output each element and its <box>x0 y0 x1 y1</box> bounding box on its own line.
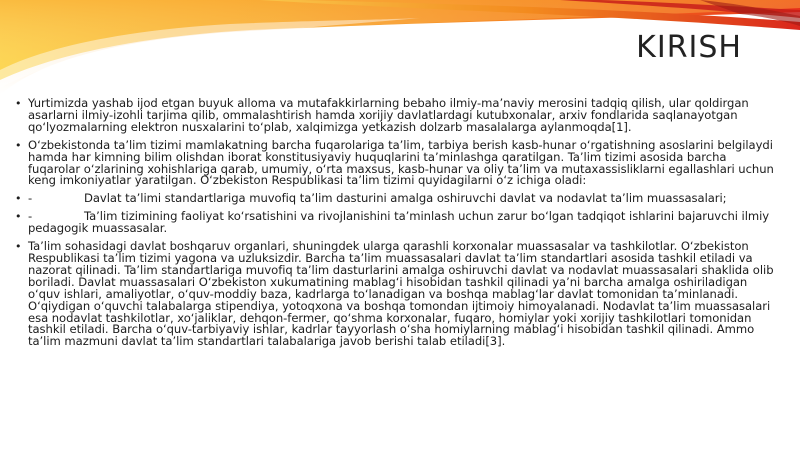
dash-marker: - <box>28 191 33 206</box>
bullet-icon: • <box>15 240 22 254</box>
bullet-text: Davlat ta’limi standartlariga muvofiq ta’lim dasturini amalga oshiruvchi davlat va nodavlat ta’lim muassasalari; <box>84 191 727 206</box>
dash-marker: - <box>28 209 33 224</box>
slide-title: KIRISH <box>636 30 742 65</box>
bullet-paragraph <box>14 98 774 134</box>
bullet-text: O‘zbekistonda ta’lim tizimi mamlakatning barcha fuqarolariga ta’lim, tarbiya berish kasb-hunar o‘rgatishning asoslarini belgilaydi hamda har kimning bilim olishdan iborat konstitusiyaviy huquqlarini ta’minlashga qaratilgan. Ta’lim tizimi asosida barcha fuqarolar o‘zlarining xohishlariga qarab, umumiy, o‘rta maxsus, kasb-hunar va oliy ta’lim va mutaxassisliklarni egallashlari uchun keng imkoniyatlar yaratilgan. O‘zbekiston Respublikasi ta’lim tizimi quyidagilarni o‘z ichiga oladi: <box>28 137 774 188</box>
bullet-text: Ta’lim tizimining faoliyat ko‘rsatishini va rivojlanishini ta’minlash uchun zarur bo‘lgan tadqiqot ishlarini bajaruvchi ilmiy pedagogik muassasalar. <box>28 209 770 236</box>
slide-body <box>14 98 774 354</box>
bullet-paragraph <box>14 241 774 348</box>
bullet-icon: • <box>15 192 22 206</box>
bullet-paragraph <box>14 137 774 188</box>
bullet-icon: • <box>15 210 22 224</box>
bullet-text: Yurtimizda yashab ijod etgan buyuk alloma va mutafakkirlarning bebaho ilmiy-ma’naviy merosini tadqiq qilish, ular qoldirgan asarlarni ilmiy-izohli tarjima qilib, ommalashtirish hamda xorijiy davlatlardagi kutubxonalar, arxiv fondlarida saqlanayotgan qo‘lyozmalarning elektron nusxalarini to‘plab, xalqimizga yetkazish dolzarb masalalarga aylanmoqda[1]. <box>28 96 749 134</box>
bullet-paragraph <box>14 211 774 235</box>
bullet-paragraph <box>14 193 774 205</box>
bullet-icon: • <box>15 97 22 110</box>
bullet-text: Ta’lim sohasidagi davlat boshqaruv organlari, shuningdek ularga qarashli korxonalar muassasalar va tashkilotlar. O‘zbekiston Respublikasi ta’lim tizimi yagona va uzluksizdir. Barcha ta’lim muassasalari davlat ta’lim standartlari asosida tashkil etiladi va nazorat qilinadi. Ta’lim standartlariga muvofiq ta’lim dasturlarini amalga oshiruvchi davlat va nodavlat muassasalari shaklida olib boriladi. Davlat muassasalari O‘zbekiston xukumatining mablag‘i hisobidan tashkil qilinadi ya’ni barcha amalga oshiriladigan o‘quv ishlari, amaliyotlar, o‘quv-moddiy baza, kadrlarga to‘lanadigan va boshqa mablag‘lar davlat tomonidan ta’minlanadi. O‘qiydigan o‘quvchi talabalarga stipendiya, yotoqxona va boshqa tomondan ijtimoiy himoyalanadi. Nodavlat ta’lim muassasalari esa nodavlat tashkilotlar, xo‘jaliklar, dehqon-fermer, qo‘shma korxonalar, fuqaro, homiylar yoki xorijiy tashkilotlari tomonidan tashkil etiladi. Barcha o‘quv-tarbiyaviy ishlar, kadrlar tayyorlash o‘sha homiylarning mablag‘i hisobidan tashkil qilinadi. Ammo ta’lim mazmuni davlat ta’lim standartlari talabalariga javob berishi talab etiladi[3]. <box>28 239 774 349</box>
bullet-icon: • <box>15 138 22 152</box>
